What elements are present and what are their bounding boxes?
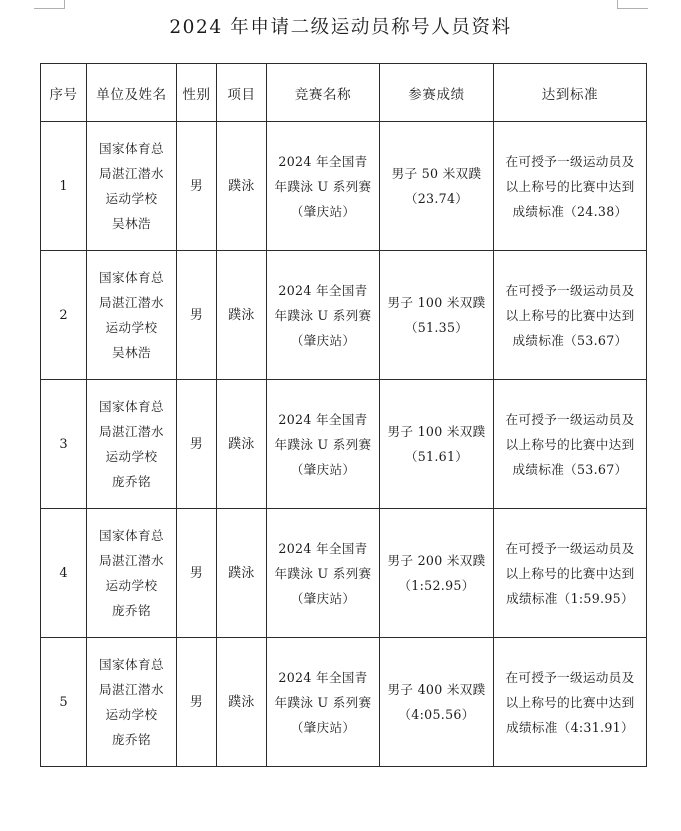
cell-unit-name: 国家体育总 局湛江潜水 运动学校 吴林浩 (87, 122, 177, 251)
cell-competition: 2024 年全国青 年蹼泳 U 系列赛 （肇庆站） (267, 638, 380, 767)
cell-standard: 在可授予一级运动员及 以上称号的比赛中达到 成绩标准（4:31.91） (494, 638, 647, 767)
cell-score: 男子 200 米双蹼 （1:52.95） (380, 509, 494, 638)
cell-unit-name: 国家体育总 局湛江潜水 运动学校 庞乔铭 (87, 380, 177, 509)
cell-competition: 2024 年全国青 年蹼泳 U 系列赛 （肇庆站） (267, 122, 380, 251)
cell-competition: 2024 年全国青 年蹼泳 U 系列赛 （肇庆站） (267, 380, 380, 509)
cell-event: 蹼泳 (217, 638, 267, 767)
column-header-unit-name: 单位及姓名 (87, 64, 177, 122)
cell-score: 男子 50 米双蹼 （23.74） (380, 122, 494, 251)
cell-index: 5 (41, 638, 87, 767)
cell-gender: 男 (177, 509, 217, 638)
cell-gender: 男 (177, 251, 217, 380)
cell-index: 2 (41, 251, 87, 380)
column-header-gender: 性别 (177, 64, 217, 122)
table-header (41, 64, 647, 122)
cell-score: 男子 100 米双蹼 （51.61） (380, 380, 494, 509)
table-row (41, 251, 647, 380)
cell-standard: 在可授予一级运动员及 以上称号的比赛中达到 成绩标准（24.38） (494, 122, 647, 251)
cell-event: 蹼泳 (217, 509, 267, 638)
column-header-score: 参赛成绩 (380, 64, 494, 122)
table-body (41, 122, 647, 767)
cell-unit-name: 国家体育总 局湛江潜水 运动学校 吴林浩 (87, 251, 177, 380)
table-row (41, 380, 647, 509)
applicant-table (40, 63, 647, 767)
cell-standard: 在可授予一级运动员及 以上称号的比赛中达到 成绩标准（1:59.95） (494, 509, 647, 638)
page-title: 2024 年申请二级运动员称号人员资料 (169, 17, 512, 38)
cell-score: 男子 100 米双蹼 （51.35） (380, 251, 494, 380)
column-header-competition: 竞赛名称 (267, 64, 380, 122)
column-header-index: 序号 (41, 64, 87, 122)
applicant-table-container (40, 63, 646, 767)
table-row (41, 638, 647, 767)
cell-gender: 男 (177, 122, 217, 251)
cell-gender: 男 (177, 380, 217, 509)
cell-index: 1 (41, 122, 87, 251)
column-header-standard: 达到标准 (494, 64, 647, 122)
cell-unit-name: 国家体育总 局湛江潜水 运动学校 庞乔铭 (87, 509, 177, 638)
cell-event: 蹼泳 (217, 251, 267, 380)
cell-index: 3 (41, 380, 87, 509)
cell-event: 蹼泳 (217, 122, 267, 251)
cell-standard: 在可授予一级运动员及 以上称号的比赛中达到 成绩标准（53.67） (494, 380, 647, 509)
cell-score: 男子 400 米双蹼 （4:05.56） (380, 638, 494, 767)
column-header-event: 项目 (217, 64, 267, 122)
cell-event: 蹼泳 (217, 380, 267, 509)
cell-standard: 在可授予一级运动员及 以上称号的比赛中达到 成绩标准（53.67） (494, 251, 647, 380)
cell-competition: 2024 年全国青 年蹼泳 U 系列赛 （肇庆站） (267, 509, 380, 638)
cell-unit-name: 国家体育总 局湛江潜水 运动学校 庞乔铭 (87, 638, 177, 767)
table-header-row (41, 64, 647, 122)
table-row (41, 122, 647, 251)
cell-index: 4 (41, 509, 87, 638)
table-row (41, 509, 647, 638)
cell-competition: 2024 年全国青 年蹼泳 U 系列赛 （肇庆站） (267, 251, 380, 380)
cell-gender: 男 (177, 638, 217, 767)
